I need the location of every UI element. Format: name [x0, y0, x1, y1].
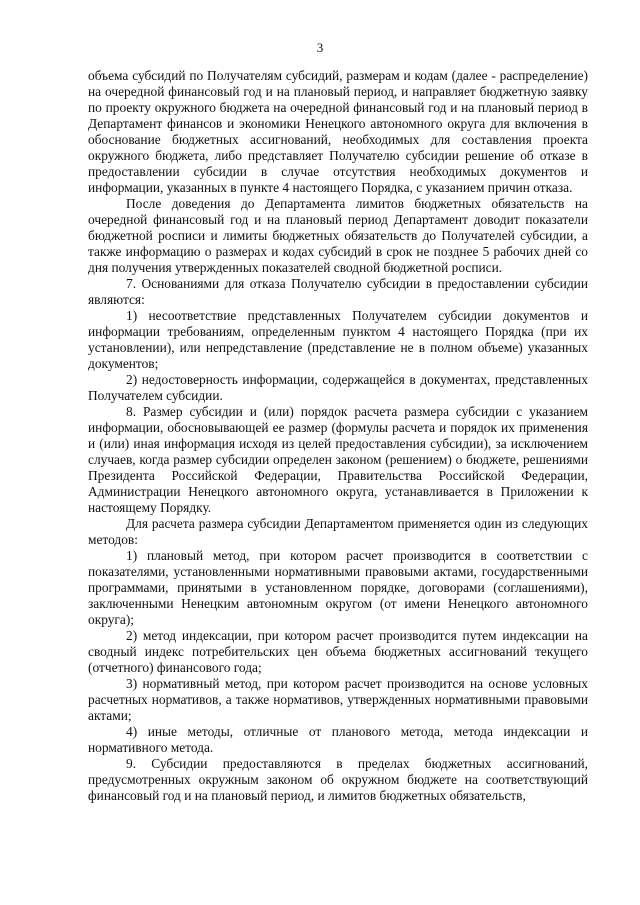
paragraph-method-1: 1) плановый метод, при котором расчет производится в соответствии с показателями, установленными нормативными правовыми актами, государственными программами, принятыми в установленном порядке, договорами (соглашениями), заключенными Ненецким автономным округом (от имени Ненецкого автономного округа);	[88, 548, 588, 627]
paragraph-7-item-1: 1) несоответствие представленных Получателем субсидии документов и информации требованиям, определенным пунктом 4 настоящего Порядка (при их установлении), или непредставление (представление не в полном объеме) указанных документов;	[88, 308, 588, 371]
paragraph-method-4: 4) иные методы, отличные от планового метода, метода индексации и нормативного метода.	[88, 724, 588, 755]
paragraph-methods-intro: Для расчета размера субсидии Департаментом применяется один из следующих методов:	[88, 516, 588, 547]
paragraph-7-item-2: 2) недостоверность информации, содержащейся в документах, представленных Получателем субсидии.	[88, 372, 588, 403]
page-number: 3	[316, 40, 324, 55]
paragraph-7-header: 7. Основаниями для отказа Получателю субсидии в предоставлении субсидии являются:	[88, 276, 588, 307]
paragraph-8: 8. Размер субсидии и (или) порядок расчета размера субсидии с указанием информации, обосновывающей ее размер (формулы расчета и порядок их применения и (или) иная информация исходя из целей предоставления субсидии), за исключением случаев, когда размер субсидии определен законом (решением) о бюджете, решениями Президента Российской Федерации, Правительства Российской Федерации, Администрации Ненецкого автономного округа, устанавливается в Приложении к настоящему Порядку.	[88, 404, 588, 515]
paragraph-limits: После доведения до Департамента лимитов бюджетных обязательств на очередной финансовый год и на плановый период Департамент доводит показатели бюджетной росписи и лимиты бюджетных обязательств до Получателей субсидии, а также информацию о размерах и кодах субсидий в срок не позднее 5 рабочих дней со дня получения утвержденных показателей сводной бюджетной росписи.	[88, 196, 588, 275]
document-body	[88, 68, 588, 804]
paragraph-continuation: объема субсидий по Получателям субсидий, размерам и кодам (далее - распределение) на очередной финансовый год и на плановый период, и направляет бюджетную заявку по проекту окружного бюджета на очередной финансовый год и на плановый период в Департамент финансов и экономики Ненецкого автономного округа для включения в обоснование бюджетных ассигнований, необходимых для составления проекта окружного бюджета, либо представляет Получателю субсидии решение об отказе в предоставлении субсидии в случае отсутствия необходимых документов и информации, указанных в пункте 4 настоящего Порядка, с указанием причин отказа.	[88, 68, 588, 195]
paragraph-method-2: 2) метод индексации, при котором расчет производится путем индексации на сводный индекс потребительских цен объема бюджетных ассигнований текущего (отчетного) финансового года;	[88, 628, 588, 675]
paragraph-9: 9. Субсидии предоставляются в пределах бюджетных ассигнований, предусмотренных окружным законом об окружном бюджете на соответствующий финансовый год и на плановый период, и лимитов бюджетных обязательств,	[88, 756, 588, 803]
paragraph-method-3: 3) нормативный метод, при котором расчет производится на основе условных расчетных нормативов, а также нормативов, утвержденных нормативными правовыми актами;	[88, 676, 588, 723]
